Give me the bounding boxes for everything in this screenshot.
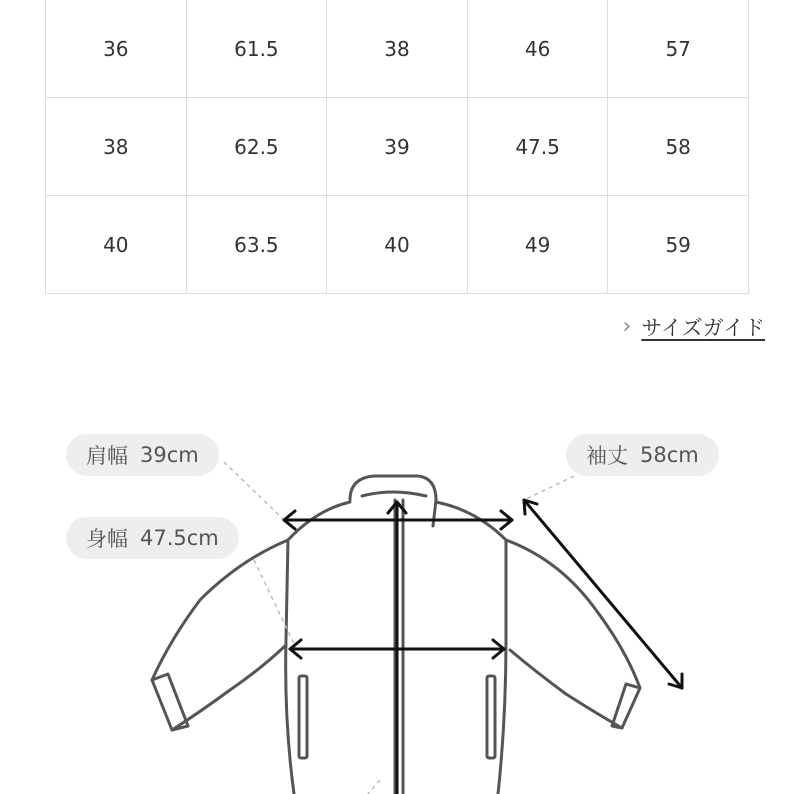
size-guide-label[interactable]: サイズガイド [641,316,765,340]
size-table-cell: 57 [608,0,749,98]
size-table-cell: 47.5 [467,98,608,196]
shoulder-measurement-label: 肩幅 [86,444,128,468]
chevron-right-icon: › [622,314,632,339]
jacket-sleeve-left [152,540,288,730]
size-table-cell: 40 [46,196,187,294]
size-table-cell: 39 [327,98,468,196]
size-table-cell: 62.5 [186,98,327,196]
size-table-cell: 36 [46,0,187,98]
hem-leader-line [368,780,380,794]
jacket-pocket-right [487,676,495,758]
size-table-cell: 49 [467,196,608,294]
size-table-cell: 59 [608,196,749,294]
sleeve-measurement-value: 58cm [640,443,699,467]
size-table-cell: 46 [467,0,608,98]
shoulder-measurement-pill [66,434,219,476]
body-width-measurement-value: 47.5cm [140,526,219,550]
size-table-cell: 63.5 [186,196,327,294]
shoulder-measurement-value: 39cm [140,443,199,467]
sleeve-arrow [524,500,682,688]
size-table-cell: 38 [46,98,187,196]
size-table-cell: 38 [327,0,468,98]
shoulder-leader-line [224,462,284,520]
body-width-measurement-label: 身幅 [86,527,128,551]
sleeve-leader-line [524,476,574,500]
size-table-cell: 58 [608,98,749,196]
jacket-collar-inner [362,492,426,496]
size-table-cell: 61.5 [186,0,327,98]
sleeve-measurement-pill [566,434,719,476]
sleeve-measurement-label: 袖丈 [586,444,628,468]
body-width-measurement-pill [66,517,239,559]
size-table-cell: 40 [327,196,468,294]
jacket-pocket-left [299,676,307,758]
body-width-leader-line [254,560,296,648]
